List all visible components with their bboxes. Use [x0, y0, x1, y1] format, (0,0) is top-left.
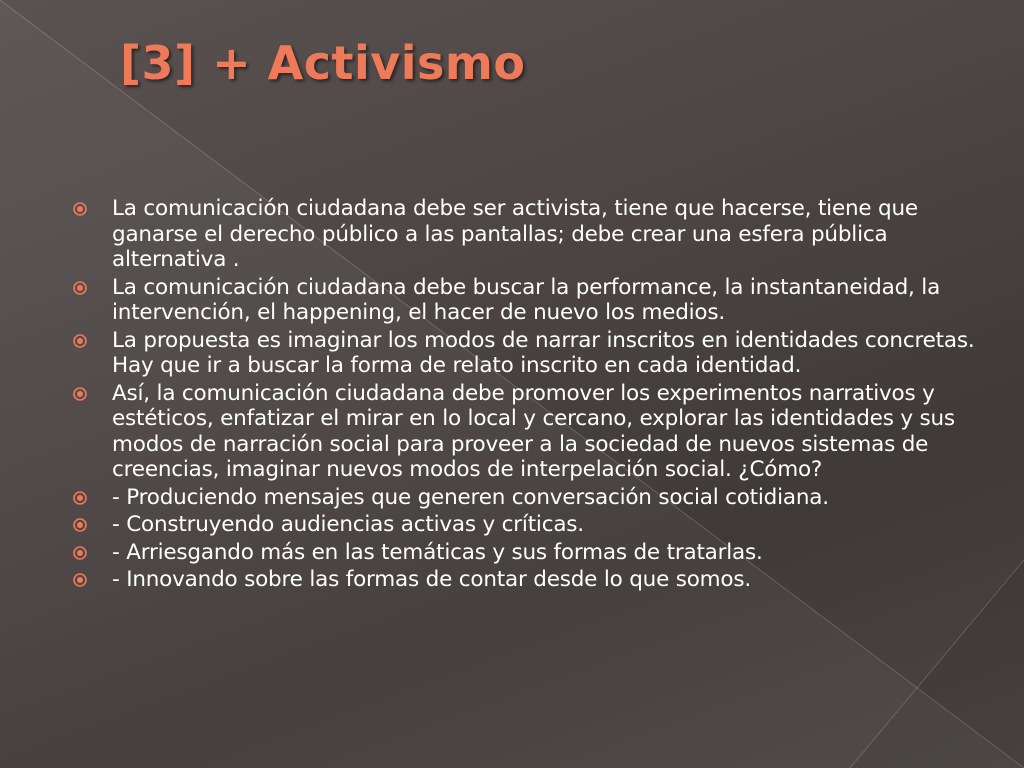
radio-bullet-icon	[72, 386, 88, 402]
list-item	[70, 328, 980, 379]
radio-bullet-icon	[72, 201, 88, 217]
list-item	[70, 275, 980, 326]
list-item	[70, 381, 980, 483]
bullet-text: La comunicación ciudadana debe buscar la performance, la instantaneidad, la intervención, el happening, el hacer de nuevo los medios.	[112, 274, 941, 325]
radio-bullet-icon	[72, 280, 88, 296]
bullet-text: La comunicación ciudadana debe ser activista, tiene que hacerse, tiene que ganarse el derecho público a las pantallas; debe crear una esfera pública alternativa .	[112, 196, 918, 272]
list-item	[70, 540, 980, 566]
list-item	[70, 512, 980, 538]
bullet-text: - Construyendo audiencias activas y críticas.	[112, 512, 584, 537]
bullet-text: - Arriesgando más en las temáticas y sus formas de tratarlas.	[112, 539, 763, 565]
list-item	[70, 485, 980, 511]
list-item	[70, 196, 980, 273]
radio-bullet-icon	[72, 545, 88, 561]
slide-title: [3] + Activismo	[120, 36, 526, 90]
bullet-text: - Innovando sobre las formas de contar desde lo que somos.	[112, 567, 752, 592]
bullet-text: La propuesta es imaginar los modos de narrar inscritos en identidades concretas. Hay que ir a buscar la forma de relato inscrito en cada identidad.	[112, 327, 975, 378]
bullet-list	[70, 196, 980, 595]
radio-bullet-icon	[72, 572, 88, 588]
radio-bullet-icon	[72, 490, 88, 506]
list-item	[70, 567, 980, 593]
radio-bullet-icon	[72, 517, 88, 533]
bullet-text: Así, la comunicación ciudadana debe promover los experimentos narrativos y estéticos, enfatizar el mirar en lo local y cercano, explorar las identidades y sus modos de narración social para proveer a la sociedad de nuevos sistemas de creencias, imaginar nuevos modos de interpelación social. ¿Cómo?	[112, 380, 955, 482]
radio-bullet-icon	[72, 333, 88, 349]
bullet-text: - Produciendo mensajes que generen conversación social cotidiana.	[112, 484, 829, 510]
